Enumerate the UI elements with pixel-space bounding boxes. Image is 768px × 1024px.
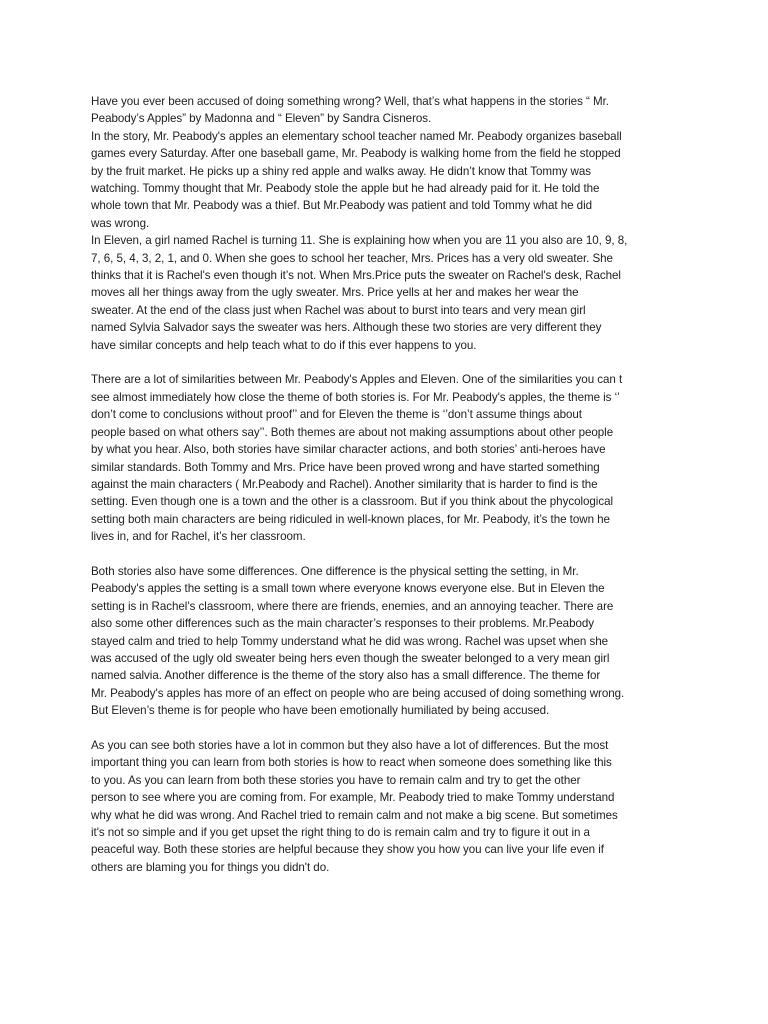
text-line: person to see where you are coming from. For example, Mr. Peabody tried to make Tommy understand bbox=[91, 791, 615, 805]
text-line: games every Saturday. After one baseball game, Mr. Peabody is walking home from the field he stopped bbox=[91, 147, 621, 161]
text-line: There are a lot of similarities between Mr. Peabody's Apples and Eleven. One of the similarities you can t bbox=[91, 373, 623, 387]
text-line: But Eleven’s theme is for people who have been emotionally humiliated by being accused. bbox=[91, 704, 550, 718]
text-line: watching. Tommy thought that Mr. Peabody stole the apple but he had already paid for it. He told the bbox=[91, 182, 600, 196]
text-line: In the story, Mr. Peabody's apples an elementary school teacher named Mr. Peabody organizes baseball bbox=[91, 129, 622, 143]
document-page bbox=[91, 93, 683, 876]
paragraph-similarities bbox=[91, 371, 683, 545]
text-line: In Eleven, a girl named Rachel is turning 11. She is explaining how when you are 11 you also are 10, 9, 8, bbox=[91, 234, 628, 248]
text-line: stayed calm and tried to help Tommy understand what he did was wrong. Rachel was upset when she bbox=[91, 634, 609, 648]
text-line: Both stories also have some differences. One difference is the physical setting the setting, in Mr. bbox=[91, 564, 579, 578]
text-line: others are blaming you for things you didn't do. bbox=[91, 860, 330, 874]
text-line: have similar concepts and help teach what to do if this ever happens to you. bbox=[91, 338, 477, 352]
text-line: moves all her things away from the ugly sweater. Mrs. Price yells at her and makes her wear the bbox=[91, 286, 579, 300]
text-line: people based on what others say’’. Both themes are about not making assumptions about other people bbox=[91, 425, 614, 439]
text-line: peaceful way. Both these stories are helpful because they show you how you can live your life even if bbox=[91, 843, 604, 857]
text-line: see almost immediately how close the theme of both stories is. For Mr. Peabody's apples, the theme is ‘’ bbox=[91, 390, 620, 404]
text-line: don’t come to conclusions without proof’’ and for Eleven the theme is ‘’don’t assume things about bbox=[91, 408, 582, 422]
text-line: setting is in Rachel’s classroom, where there are friends, enemies, and an annoying teacher. There are bbox=[91, 599, 614, 613]
text-line: by what you hear. Also, both stories have similar character actions, and both stories’ anti-heroes have bbox=[91, 443, 606, 457]
text-line: lives in, and for Rachel, it’s her classroom. bbox=[91, 530, 306, 544]
text-line: against the main characters ( Mr.Peabody and Rachel). Another similarity that is harder to find is the bbox=[91, 477, 598, 491]
paragraph-differences bbox=[91, 563, 683, 720]
text-line: was accused of the ugly old sweater being hers even though the sweater belonged to a very mean girl bbox=[91, 651, 610, 665]
text-line: whole town that Mr. Peabody was a thief. But Mr.Peabody was patient and told Tommy what he did bbox=[91, 199, 592, 213]
paragraph-gap bbox=[91, 354, 683, 371]
text-line: why what he did was wrong. And Rachel tried to remain calm and not make a big scene. But sometimes bbox=[91, 808, 618, 822]
text-line: important thing you can learn from both stories is how to react when someone does something like this bbox=[91, 756, 612, 770]
text-line: was wrong. bbox=[91, 216, 150, 230]
paragraph-gap bbox=[91, 546, 683, 563]
paragraph-gap bbox=[91, 720, 683, 737]
text-line: As you can see both stories have a lot in common but they also have a lot of differences. But the most bbox=[91, 738, 609, 752]
text-line: named Sylvia Salvador says the sweater was hers. Although these two stories are very different they bbox=[91, 321, 602, 335]
text-line: setting both main characters are being ridiculed in well-known places, for Mr. Peabody, it’s the town he bbox=[91, 512, 610, 526]
text-line: Peabody's apples the setting is a small town where everyone knows everyone else. But in Eleven the bbox=[91, 582, 605, 596]
text-line: thinks that it is Rachel's even though it’s not. When Mrs.Price puts the sweater on Rachel's desk, Rachel bbox=[91, 269, 621, 283]
text-line: to you. As you can learn from both these stories you have to remain calm and try to get the other bbox=[91, 773, 581, 787]
text-line: similar standards. Both Tommy and Mrs. Price have been proved wrong and have started something bbox=[91, 460, 600, 474]
text-line: Have you ever been accused of doing something wrong? Well, that’s what happens in the stories “ Mr. bbox=[91, 95, 609, 108]
text-line: 7, 6, 5, 4, 3, 2, 1, and 0. When she goes to school her teacher, Mrs. Prices has a very old sweater. She bbox=[91, 251, 613, 265]
text-line: named salvia. Another difference is the theme of the story also has a small difference. The theme for bbox=[91, 669, 601, 683]
text-line: it's not so simple and if you get upset the right thing to do is remain calm and try to figure it out in a bbox=[91, 826, 590, 840]
text-line: setting. Even though one is a town and the other is a classroom. But if you think about the phycological bbox=[91, 495, 613, 509]
text-line: Mr. Peabody's apples has more of an effect on people who are being accused of doing something wrong. bbox=[91, 686, 625, 700]
text-line: by the fruit market. He picks up a shiny red apple and walks away. He didn’t know that Tommy was bbox=[91, 164, 591, 178]
paragraph-conclusion bbox=[91, 737, 683, 876]
text-line: also some other differences such as the main character’s responses to their problems. Mr.Peabody bbox=[91, 617, 595, 631]
paragraph-introduction bbox=[91, 93, 683, 354]
text-line: sweater. At the end of the class just when Rachel was about to burst into tears and very mean girl bbox=[91, 303, 586, 317]
text-line: Peabody’s Apples” by Madonna and “ Eleven” by Sandra Cisneros. bbox=[91, 112, 432, 126]
